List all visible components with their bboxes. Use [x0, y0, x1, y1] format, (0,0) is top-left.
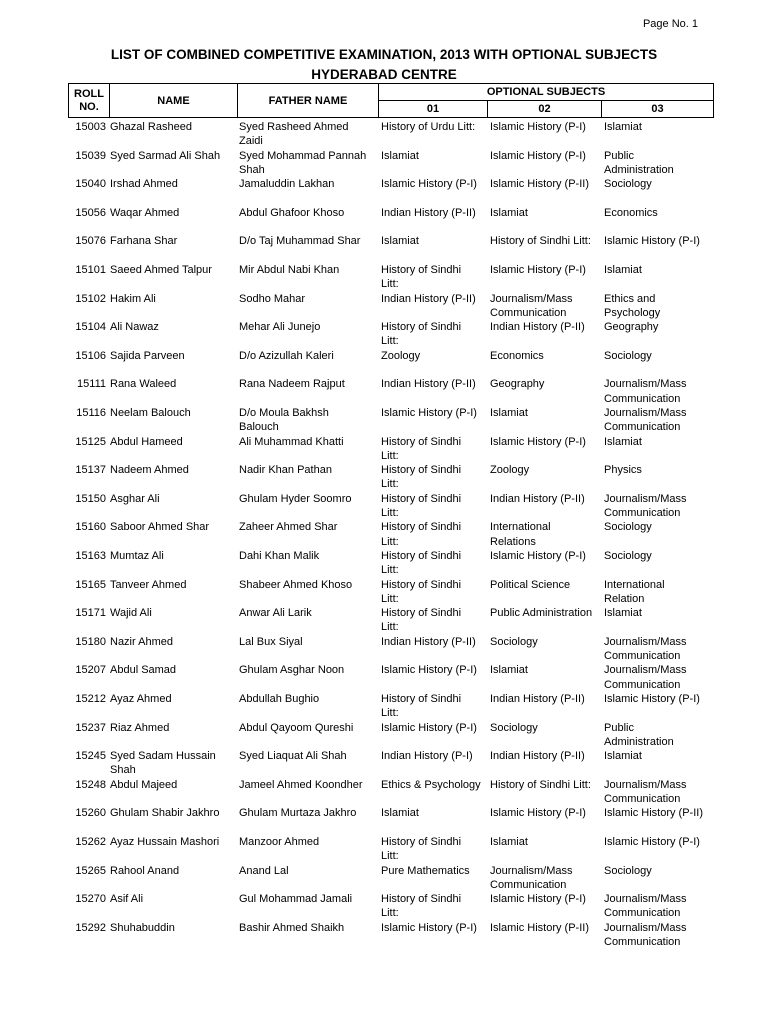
father-name-cell: Abdullah Bughio: [239, 693, 320, 705]
optional-subject-1-cell: History of Sindhi Litt:: [381, 521, 462, 548]
father-name-cell: D/o Azizullah Kaleri: [239, 349, 334, 362]
optional-subject-1-cell: Islamic History (P-I): [381, 721, 477, 734]
roll-no-cell: 15160: [75, 521, 106, 534]
roll-no-cell: 15116: [76, 407, 106, 419]
optional-subject-3-cell: Journalism/Mass Communication: [604, 492, 687, 519]
optional-subject-3-cell: Sociology: [604, 521, 652, 534]
optional-subject-3-cell: Sociology: [604, 178, 652, 191]
roll-no-cell: 15125: [75, 435, 106, 448]
name-cell: Ghulam Shabir Jakhro: [110, 807, 220, 820]
optional-subject-3-cell: Geography: [604, 321, 659, 334]
name-cell: Ayaz Hussain Mashori: [110, 836, 220, 848]
name-cell: Sajida Parveen: [110, 349, 185, 362]
table-row: [0, 463, 768, 491]
optional-subject-2-cell: Islamic History (P-I): [490, 550, 586, 562]
name-cell: Abdul Samad: [110, 664, 177, 677]
optional-subject-3-cell: Islamic History (P-I): [604, 836, 700, 848]
optional-subject-1-cell: History of Sindhi Litt:: [381, 607, 462, 634]
optional-subject-3-cell: Sociology: [604, 550, 652, 562]
optional-subject-1-cell: Indian History (P-I): [381, 750, 473, 763]
header-optional-subjects: OPTIONAL SUBJECTS: [379, 84, 714, 101]
father-name-cell: Sodho Mahar: [239, 292, 306, 305]
optional-subject-2-cell: Islamiat: [490, 664, 528, 677]
optional-subject-1-cell: Ethics & Psychology: [381, 778, 481, 791]
optional-subject-1-cell: History of Sindhi Litt:: [381, 492, 462, 519]
header-name: NAME: [110, 84, 238, 118]
father-name-cell: Lal Bux Siyal: [239, 635, 303, 648]
father-name-cell: Dahi Khan Malik: [239, 550, 320, 562]
optional-subject-2-cell: Islamic History (P-II): [490, 178, 589, 191]
optional-subject-1-cell: History of Sindhi Litt:: [381, 578, 462, 605]
optional-subject-3-cell: Public Administration: [604, 721, 674, 748]
table-row: [0, 177, 768, 205]
optional-subject-1-cell: Indian History (P-II): [381, 378, 476, 391]
roll-no-cell: 15137: [75, 464, 106, 477]
header-optional-03: 03: [602, 101, 714, 118]
optional-subject-1-cell: History of Sindhi Litt:: [381, 435, 462, 462]
optional-subject-2-cell: Sociology: [490, 635, 538, 648]
optional-subject-1-cell: History of Sindhi Litt:: [381, 693, 462, 720]
father-name-cell: Syed Liaquat Ali Shah: [239, 750, 347, 763]
name-cell: Tanveer Ahmed: [110, 578, 187, 591]
optional-subject-2-cell: Islamic History (P-I): [490, 121, 586, 133]
optional-subject-2-cell: Islamic History (P-I): [490, 264, 586, 276]
table-row: [0, 663, 768, 691]
optional-subject-2-cell: Islamic History (P-I): [490, 149, 586, 162]
name-cell: Abdul Majeed: [110, 778, 178, 791]
roll-no-cell: 15104: [75, 321, 106, 334]
optional-subject-2-cell: Sociology: [490, 721, 538, 734]
father-name-cell: Rana Nadeem Rajput: [239, 378, 345, 391]
table-row: [0, 778, 768, 806]
optional-subject-2-cell: Zoology: [490, 464, 530, 477]
father-name-cell: Mir Abdul Nabi Khan: [239, 264, 340, 276]
name-cell: Saboor Ahmed Shar: [110, 521, 210, 534]
optional-subject-1-cell: Islamic History (P-I): [381, 407, 477, 419]
table-row: [0, 377, 768, 405]
header-optional-02: 02: [488, 101, 602, 118]
table-row: [0, 721, 768, 749]
optional-subject-1-cell: Indian History (P-II): [381, 206, 476, 219]
header-optional-01: 01: [379, 101, 488, 118]
table-row: [0, 635, 768, 663]
optional-subject-2-cell: Islamiat: [490, 836, 528, 848]
table-row: [0, 492, 768, 520]
table-row: [0, 835, 768, 863]
name-cell: Ali Nawaz: [110, 321, 159, 334]
roll-no-cell: 15292: [75, 921, 106, 934]
optional-subject-2-cell: Islamiat: [490, 407, 528, 419]
name-cell: Farhana Shar: [110, 235, 178, 248]
table-row: [0, 234, 768, 262]
name-cell: Irshad Ahmed: [110, 178, 178, 191]
optional-subject-3-cell: Journalism/Mass Communication: [604, 378, 687, 405]
name-cell: Syed Sarmad Ali Shah: [110, 149, 221, 162]
roll-no-cell: 15056: [75, 206, 106, 219]
father-name-cell: Abdul Ghafoor Khoso: [239, 206, 345, 219]
optional-subject-3-cell: Sociology: [604, 864, 652, 877]
document-title: [0, 45, 768, 85]
optional-subject-3-cell: Islamiat: [604, 750, 642, 763]
name-cell: Saeed Ahmed Talpur: [110, 264, 212, 276]
table-row: [0, 206, 768, 234]
optional-subject-2-cell: Indian History (P-II): [490, 693, 585, 705]
optional-subject-2-cell: History of Sindhi Litt:: [490, 235, 591, 248]
optional-subject-1-cell: Pure Mathematics: [381, 864, 470, 877]
table-row: [0, 320, 768, 348]
optional-subject-1-cell: Islamic History (P-I): [381, 664, 477, 677]
father-name-cell: Gul Mohammad Jamali: [239, 893, 353, 906]
optional-subject-2-cell: Islamic History (P-II): [490, 921, 589, 934]
roll-no-cell: 15101: [75, 264, 106, 276]
optional-subject-3-cell: Journalism/Mass Communication: [604, 921, 687, 948]
father-name-cell: Nadir Khan Pathan: [239, 464, 332, 477]
name-cell: Syed Sadam Hussain Shah: [110, 750, 216, 777]
roll-no-cell: 15003: [75, 121, 106, 133]
optional-subject-2-cell: Islamic History (P-I): [490, 435, 586, 448]
father-name-cell: Manzoor Ahmed: [239, 836, 320, 848]
father-name-cell: Jameel Ahmed Koondher: [239, 778, 363, 791]
table-row: [0, 149, 768, 177]
optional-subject-3-cell: International Relation: [604, 578, 665, 605]
table-row: [0, 749, 768, 777]
roll-no-cell: 15237: [75, 721, 106, 734]
father-name-cell: Syed Mohammad Pannah Shah: [239, 149, 367, 176]
optional-subject-1-cell: Islamiat: [381, 149, 419, 162]
roll-no-cell: 15265: [75, 864, 106, 877]
roll-no-cell: 15248: [75, 778, 106, 791]
optional-subject-2-cell: Islamic History (P-I): [490, 893, 586, 906]
optional-subject-1-cell: History of Urdu Litt:: [381, 121, 476, 133]
father-name-cell: Bashir Ahmed Shaikh: [239, 921, 345, 934]
optional-subject-1-cell: History of Sindhi Litt:: [381, 464, 462, 491]
name-cell: Rahool Anand: [110, 864, 180, 877]
optional-subject-3-cell: Physics: [604, 464, 642, 477]
optional-subject-1-cell: Islamiat: [381, 807, 419, 820]
optional-subject-2-cell: Public Administration: [490, 607, 593, 620]
table-row: [0, 520, 768, 548]
optional-subject-1-cell: History of Sindhi Litt:: [381, 321, 462, 348]
optional-subject-3-cell: Islamiat: [604, 264, 642, 276]
roll-no-cell: 15163: [75, 550, 106, 562]
father-name-cell: Anwar Ali Larik: [239, 607, 312, 620]
optional-subject-3-cell: Journalism/Mass Communication: [604, 778, 687, 805]
optional-subject-2-cell: Indian History (P-II): [490, 321, 585, 334]
father-name-cell: D/o Taj Muhammad Shar: [239, 235, 361, 248]
title-line-2: HYDERABAD CENTRE: [311, 67, 457, 82]
name-cell: Waqar Ahmed: [110, 206, 180, 219]
table-row: [0, 864, 768, 892]
name-cell: Asif Ali: [110, 893, 144, 906]
optional-subject-1-cell: Indian History (P-II): [381, 635, 476, 648]
name-cell: Nadeem Ahmed: [110, 464, 189, 477]
table-header: [68, 83, 714, 118]
table-row: [0, 692, 768, 720]
father-name-cell: Anand Lal: [239, 864, 289, 877]
header-roll-no: ROLL NO.: [69, 84, 110, 118]
father-name-cell: Zaheer Ahmed Shar: [239, 521, 338, 534]
page-number: Page No. 1: [642, 18, 698, 30]
table-row: [0, 120, 768, 148]
roll-no-cell: 15111: [77, 378, 106, 391]
name-cell: Ayaz Ahmed: [110, 693, 172, 705]
table-row: [0, 292, 768, 320]
optional-subject-2-cell: Economics: [490, 349, 544, 362]
table-row: [0, 549, 768, 577]
father-name-cell: Ghulam Hyder Soomro: [239, 492, 352, 505]
table-row: [0, 806, 768, 834]
optional-subject-3-cell: Journalism/Mass Communication: [604, 664, 687, 691]
roll-no-cell: 15207: [75, 664, 106, 677]
roll-no-cell: 15171: [75, 607, 106, 620]
optional-subject-3-cell: Islamiat: [604, 121, 642, 133]
optional-subject-2-cell: Islamiat: [490, 206, 528, 219]
name-cell: Neelam Balouch: [110, 407, 191, 419]
optional-subject-3-cell: Islamiat: [604, 435, 642, 448]
optional-subject-1-cell: History of Sindhi Litt:: [381, 550, 462, 577]
optional-subject-3-cell: Journalism/Mass Communication: [604, 893, 687, 920]
optional-subject-1-cell: Zoology: [381, 349, 421, 362]
name-cell: Rana Waleed: [110, 378, 177, 391]
optional-subject-3-cell: Journalism/Mass Communication: [604, 407, 687, 434]
father-name-cell: Abdul Qayoom Qureshi: [239, 721, 354, 734]
name-cell: Nazir Ahmed: [110, 635, 173, 648]
father-name-cell: Ghulam Murtaza Jakhro: [239, 807, 357, 820]
optional-subject-1-cell: Islamic History (P-I): [381, 178, 477, 191]
optional-subject-3-cell: Economics: [604, 206, 658, 219]
title-line-1: LIST OF COMBINED COMPETITIVE EXAMINATION, 2013 WITH OPTIONAL SUBJECTS: [110, 47, 658, 62]
name-cell: Asghar Ali: [110, 492, 160, 505]
optional-subject-1-cell: Islamiat: [381, 235, 419, 248]
roll-no-cell: 15102: [75, 292, 106, 305]
optional-subject-2-cell: Indian History (P-II): [490, 492, 585, 505]
father-name-cell: Mehar Ali Junejo: [239, 321, 321, 334]
optional-subject-2-cell: Islamic History (P-I): [490, 807, 586, 820]
name-cell: Wajid Ali: [110, 607, 152, 620]
optional-subject-3-cell: Journalism/Mass Communication: [604, 635, 687, 662]
optional-subject-1-cell: History of Sindhi Litt:: [381, 264, 462, 291]
name-cell: Ghazal Rasheed: [110, 121, 192, 133]
table-row: [0, 349, 768, 377]
optional-subject-3-cell: Islamic History (P-II): [604, 807, 703, 820]
optional-subject-1-cell: Islamic History (P-I): [381, 921, 477, 934]
roll-no-cell: 15270: [75, 893, 106, 906]
father-name-cell: Syed Rasheed Ahmed Zaidi: [239, 121, 349, 148]
optional-subject-2-cell: Indian History (P-II): [490, 750, 585, 763]
roll-no-cell: 15040: [75, 178, 106, 191]
roll-no-cell: 15039: [75, 149, 106, 162]
roll-no-cell: 15180: [75, 635, 106, 648]
roll-no-cell: 15260: [75, 807, 106, 820]
roll-no-cell: 15245: [75, 750, 106, 763]
optional-subject-1-cell: History of Sindhi Litt:: [381, 836, 462, 863]
table-row: [0, 606, 768, 634]
table-row: [0, 263, 768, 291]
roll-no-cell: 15076: [75, 235, 106, 248]
optional-subject-1-cell: History of Sindhi Litt:: [381, 893, 462, 920]
optional-subject-3-cell: Islamic History (P-I): [604, 235, 700, 248]
optional-subject-1-cell: Indian History (P-II): [381, 292, 476, 305]
roll-no-cell: 15106: [75, 349, 106, 362]
table-row: [0, 578, 768, 606]
father-name-cell: Ali Muhammad Khatti: [239, 435, 344, 448]
optional-subject-3-cell: Public Administration: [604, 149, 674, 176]
optional-subject-2-cell: Geography: [490, 378, 545, 391]
optional-subject-3-cell: Ethics and Psychology: [604, 292, 661, 319]
optional-subject-2-cell: Journalism/Mass Communication: [490, 864, 573, 891]
father-name-cell: Ghulam Asghar Noon: [239, 664, 345, 677]
optional-subject-2-cell: Political Science: [490, 578, 571, 591]
header-father-name: FATHER NAME: [238, 84, 379, 118]
name-cell: Abdul Hameed: [110, 435, 183, 448]
roll-no-cell: 15262: [75, 836, 106, 848]
table-row: [0, 406, 768, 434]
roll-no-cell: 15212: [75, 693, 106, 705]
optional-subject-2-cell: Journalism/Mass Communication: [490, 292, 573, 319]
name-cell: Shuhabuddin: [110, 921, 175, 934]
name-cell: Mumtaz Ali: [110, 550, 164, 562]
optional-subject-2-cell: History of Sindhi Litt:: [490, 778, 591, 791]
father-name-cell: Jamaluddin Lakhan: [239, 178, 335, 191]
name-cell: Hakim Ali: [110, 292, 156, 305]
optional-subject-2-cell: International Relations: [490, 521, 551, 548]
father-name-cell: D/o Moula Bakhsh Balouch: [239, 407, 329, 434]
optional-subject-3-cell: Islamiat: [604, 607, 642, 620]
roll-no-cell: 15165: [75, 578, 106, 591]
table-row: [0, 435, 768, 463]
table-row: [0, 892, 768, 920]
father-name-cell: Shabeer Ahmed Khoso: [239, 578, 353, 591]
name-cell: Riaz Ahmed: [110, 721, 170, 734]
optional-subject-3-cell: Islamic History (P-I): [604, 693, 700, 705]
table-row: [0, 921, 768, 949]
roll-no-cell: 15150: [75, 492, 106, 505]
optional-subject-3-cell: Sociology: [604, 349, 652, 362]
